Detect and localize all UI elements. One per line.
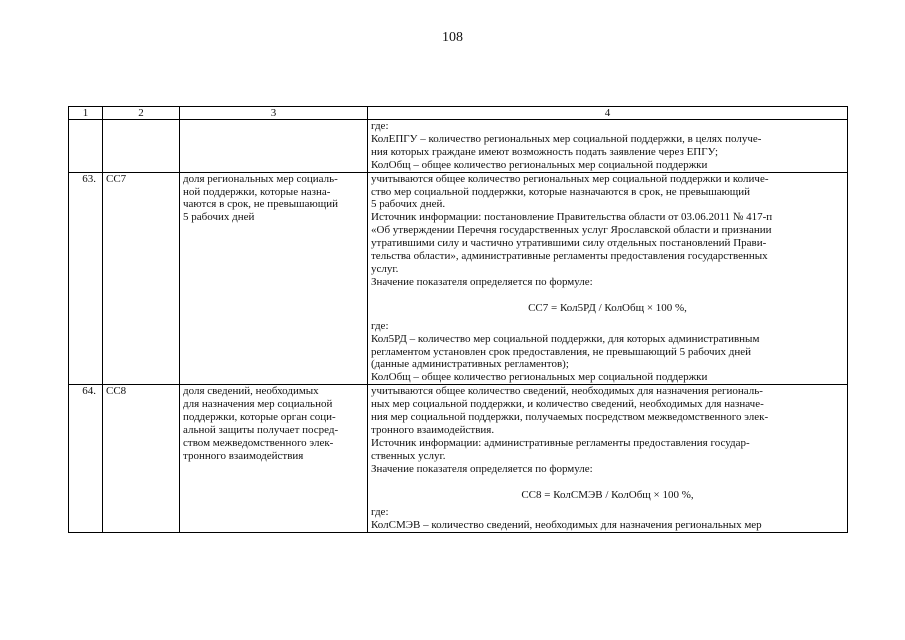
text-line: где: — [371, 506, 389, 519]
indicator-code: СС7 — [103, 172, 180, 385]
text-line: 5 рабочих дней — [183, 211, 255, 224]
text-line: регламентом установлен срок предоставления, не превышающий 5 рабочих дней — [371, 345, 751, 358]
row-number: 64. — [69, 385, 103, 533]
text-line: КолОбщ – общее количество региональных мер социальной поддержки — [371, 158, 708, 171]
text-line: ством межведомственного элек- — [183, 436, 334, 449]
spacer — [371, 289, 844, 302]
text-line: утратившими силу и частично утратившими силу отдельных постановлений Прави- — [371, 237, 767, 250]
text-line: поддержки, которые орган соци- — [183, 411, 336, 424]
page-number: 108 — [442, 30, 463, 45]
formula: СС7 = Кол5РД / КолОбщ × 100 %, — [528, 301, 687, 314]
text-line: чаются в срок, не превышающий — [183, 198, 338, 211]
text-line: тронного взаимодействия. — [371, 423, 495, 436]
column-header-2: 2 — [103, 107, 180, 120]
text-line: КолОбщ – общее количество региональных мер социальной поддержки — [371, 371, 708, 384]
cell-num-empty — [69, 120, 103, 173]
cell-description — [368, 120, 848, 173]
table-row-continuation — [69, 120, 848, 173]
table-header-row — [69, 107, 848, 120]
text-line: Кол5РД – количество мер социальной поддержки, для которых административным — [371, 332, 760, 345]
table-row — [69, 385, 848, 533]
indicator-description — [368, 385, 848, 533]
text-line: ния которых граждане имеют возможность подать заявление через ЕПГУ; — [371, 145, 719, 158]
spacer — [371, 476, 844, 489]
row-number: 63. — [69, 172, 103, 385]
text-line: для назначения мер социальной — [183, 398, 333, 411]
formula: СС8 = КолСМЭВ / КолОбщ × 100 %, — [521, 488, 694, 501]
cell-code-empty — [103, 120, 180, 173]
text-line: ственных услуг. — [371, 449, 446, 462]
text-line: учитываются общее количество региональных мер социальной поддержки и количе- — [371, 172, 769, 185]
column-header-4: 4 — [368, 107, 848, 120]
text-line: тельства области», административные регламенты предоставления государственных — [371, 250, 768, 263]
column-header-3: 3 — [180, 107, 368, 120]
cell-name-empty — [180, 120, 368, 173]
text-line: Значение показателя определяется по формуле: — [371, 462, 593, 475]
text-line: КолЕПГУ – количество региональных мер социальной поддержки, в целях получе- — [371, 132, 762, 145]
indicator-name — [180, 385, 368, 533]
text-line: Источник информации: административные регламенты предоставления государ- — [371, 436, 750, 449]
text-line: ных мер социальной поддержки, и количество сведений, необходимых для назначе- — [371, 398, 764, 411]
text-line: ство мер социальной поддержки, которые назначаются в срок, не превышающий — [371, 185, 751, 198]
text-line: Источник информации: постановление Правительства области от 03.06.2011 № 417-п — [371, 211, 773, 224]
indicator-description — [368, 172, 848, 385]
text-line: где: — [371, 120, 389, 132]
text-line: доля сведений, необходимых — [183, 385, 319, 398]
text-line: услуг. — [371, 262, 399, 275]
text-line: ния мер социальной поддержки, получаемых посредством межведомственного элек- — [371, 411, 769, 424]
table-row — [69, 172, 848, 385]
text-line: Значение показателя определяется по формуле: — [371, 275, 593, 288]
text-line: 5 рабочих дней. — [371, 198, 446, 211]
text-line: «Об утверждении Перечня государственных услуг Ярославской области и признании — [371, 224, 772, 237]
column-header-1: 1 — [69, 107, 103, 120]
text-line: учитываются общее количество сведений, необходимых для назначения региональ- — [371, 385, 763, 398]
text-line: доля региональных мер социаль- — [183, 172, 338, 185]
indicator-table — [68, 106, 848, 533]
text-line: (данные административных регламентов); — [371, 358, 569, 371]
text-line: КолСМЭВ – количество сведений, необходимых для назначения региональных мер — [371, 519, 762, 532]
text-line: где: — [371, 319, 389, 332]
indicator-code: СС8 — [103, 385, 180, 533]
text-line: ной поддержки, которые назна- — [183, 185, 331, 198]
text-line: альной защиты получает посред- — [183, 423, 339, 436]
indicator-name — [180, 172, 368, 385]
text-line: тронного взаимодействия — [183, 449, 304, 462]
